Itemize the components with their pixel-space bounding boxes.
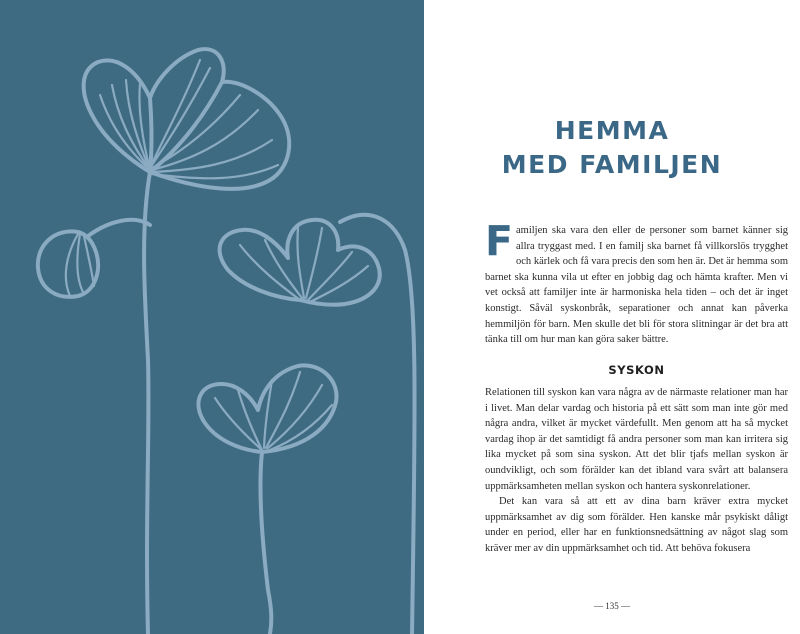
drop-cap: F bbox=[485, 217, 514, 265]
bud-flower bbox=[38, 220, 150, 297]
intro-text: amiljen ska vara den eller de personer som barnet känner sig allra tryggast med. I en familj ska barnet få villkorslös trygghet och kärlek och få vara precis den som hen är. Det är hemma som barnet ska kunna vila ut efter en jobbig dag och hämta krafter. Men vi vet också att familjer inte är harmoniska hela tiden – och det är inget konstigt. Såväl syskonbråk, separationer och annat kan påverka hemmiljön för barn. Men skulle det bli för stora slitningar är det bra att tänka till om hur man kan göra saker bättre. bbox=[485, 225, 788, 346]
body-paragraph-1: Relationen till syskon kan vara några av de närmaste relationer man har i livet. Man delar vardag och historia på ett sätt som man inte gör med några andra, vilket är mycket värdefullt. Men genom att ha så mycket vardag ihop är det samtidigt få andra personer som man kan irritera sig lika mycket på som sina syskon. Att det blir tjafs mellan syskon är oundvikligt, och som förälder kan det ibland vara svårt att balansera uppmärksamheten mellan syskon och hantera syskonrelationer. bbox=[485, 387, 788, 492]
chapter-title-line-1: HEMMA bbox=[554, 116, 670, 145]
body-paragraph-2: Det kan vara så att ett av dina barn kräver extra mycket uppmärksamhet av dig som förälder. Hen kanske mår psykiskt dåligt under en period, eller har en funktionsnedsättning av något slag som kräver mer av din uppmärksamhet och tid. Att behöva fokusera bbox=[485, 496, 788, 554]
chapter-title-line-2: MED FAMILJEN bbox=[501, 150, 723, 179]
right-flower bbox=[220, 215, 415, 634]
page-number: — 135 — bbox=[594, 601, 630, 611]
section-body bbox=[485, 385, 788, 557]
section-heading: SYSKON bbox=[608, 363, 665, 377]
intro-paragraph bbox=[485, 217, 788, 348]
chapter-title bbox=[424, 114, 800, 182]
lower-flower bbox=[198, 365, 336, 634]
top-flower bbox=[84, 49, 290, 634]
text-page bbox=[424, 0, 800, 634]
